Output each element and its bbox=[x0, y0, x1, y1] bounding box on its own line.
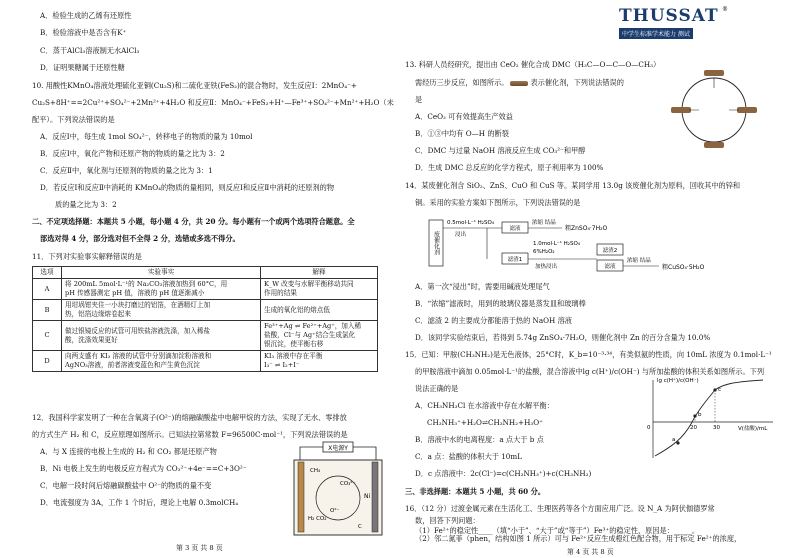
table-cell-option: D bbox=[33, 351, 62, 372]
option-line: C．蒸干AlCl₃溶液制无水AlCl₃ bbox=[40, 46, 140, 55]
table-row bbox=[33, 300, 378, 321]
ni-electrode bbox=[372, 462, 378, 532]
flow-label-filtrate2: 滤液 bbox=[604, 264, 616, 270]
titration-curve bbox=[655, 380, 763, 456]
section-heading: 三、非选择题：本题共 5 小题，共 60 分。 bbox=[405, 487, 546, 496]
logo-title: THUSSAT bbox=[619, 6, 719, 26]
section-heading: 部选对得 4 分，部分选对但不全得 2 分，选错或多选不得分。 bbox=[40, 234, 240, 243]
q14-option: A．第一次“浸出”时，需要用碱液处理尾气 bbox=[415, 282, 550, 291]
power-source-label: X电源Y bbox=[328, 445, 348, 452]
flow-reagent-1: 0.5mol·L⁻¹ H₂SO₄ bbox=[447, 220, 495, 226]
x-axis-label: V(盐酸)/mL bbox=[738, 426, 768, 432]
q16-stem: 16．（12 分）过渡金属元素在生活化工、生理医药等各个方面应用广泛。设 N_A 为阿伏伽德罗常 bbox=[405, 504, 715, 513]
page-number: 第 4 页 共 8 页 bbox=[567, 548, 614, 556]
q10-option: A．反应Ⅰ中，每生成 1mol SO₄²⁻，转移电子的物质的量为 10mol bbox=[40, 132, 253, 141]
q10-option: B．反应Ⅰ中，氧化产物和还原产物的物质的量之比为 3：2 bbox=[40, 149, 225, 158]
q16-stem: 数，回答下列问题： bbox=[415, 516, 480, 525]
option-line: D．证明果糖属于还原性糖 bbox=[40, 63, 125, 72]
flow-product-zinc: 粗ZnSO₄·7H₂O bbox=[565, 225, 608, 232]
table-header: 解释 bbox=[261, 267, 378, 279]
table-cell-fact: 将 200mL 5mol·L⁻¹的 Na₂CO₃溶液加热到 60°C，用 pH 传感器测定 pH 值，溶液的 pH 值逐渐减小 bbox=[62, 279, 261, 300]
q13-option: A．CeO₂ 可有效提高生产效益 bbox=[415, 112, 513, 121]
q15-option: A．CH₃NH₃Cl 在水溶液中存在水解平衡： bbox=[415, 401, 554, 410]
flow-label-residue2: 滤渣2 bbox=[602, 248, 618, 254]
flow-step-concentrate: 浓缩 结晶 bbox=[532, 220, 556, 226]
q15-option: CH₃NH₃⁺+H₂O⇌CH₃NH₂+H₃O⁺ bbox=[427, 418, 543, 427]
catalyst-icon bbox=[671, 107, 691, 113]
catalyst-icon bbox=[704, 142, 724, 148]
table-cell-option: B bbox=[33, 300, 62, 321]
q13-option: D．生成 DMC 总反应的化学方程式，原子利用率为 100% bbox=[415, 163, 604, 172]
q15-option: C．a 点：盐酸的体积大于 10mL bbox=[415, 452, 522, 461]
q12-option: A．与 X 连接的电极上生成的 H₂ 和 CO₂ 都是还原产物 bbox=[40, 447, 217, 456]
flow-product-copper: 粗CuSO₄·5H₂O bbox=[662, 264, 705, 271]
table-cell-option: A bbox=[33, 279, 62, 300]
table-cell-explain: Fe³⁺+Ag ⇌ Fe²⁺+Ag⁺，加入稀 盐酸，Cl⁻与 Ag⁺结合生成氯化 银沉淀，使平衡右移 bbox=[261, 321, 378, 351]
q16-part: （2）邻二氮菲（phen，结构如图 1 所示）可与 Fe²⁺反应生成橙红色配合物，用于标定 Fe²⁺的浓度， bbox=[415, 534, 742, 543]
table-cell-explain: K_W 改变与水解平衡移动共同 作用的结果 bbox=[261, 279, 378, 300]
q14-option: D．该同学实验结束后，若得到 5.74g ZnSO₄·7H₂O，则催化剂中 Zn 的百分含量为 10.0% bbox=[415, 333, 711, 342]
flow-label-residue1: 滤渣1 bbox=[507, 257, 523, 263]
section-heading: 二、不定项选择题：本题共 5 小题，每小题 4 分，共 20 分。每小题有一个或两个选项符合题意。全 bbox=[32, 217, 355, 226]
q15-option: D．c 点溶液中：2c(Cl⁻)=c(CH₃NH₃⁺)+c(CH₃NH₂) bbox=[415, 469, 592, 478]
q15-stem: 说法正确的是 bbox=[415, 384, 459, 393]
q12-stem: 12．我国科学家发明了一种在含氧离子(O²⁻)的熔融碳酸盐中电解甲烷的方法，实现了无水、零排放 bbox=[32, 413, 347, 422]
q13-option: B．①③中均有 O—H 的断裂 bbox=[415, 129, 509, 138]
x-tick-label: 0 bbox=[647, 425, 651, 431]
flow-reagent-2: 1.0mol·L⁻¹ H₂SO₄ bbox=[533, 241, 581, 247]
q13-stem: 需经历三步反应，如图所示。 表示催化剂，下列说法错误的 bbox=[415, 78, 624, 87]
q14-option: B．“浓缩”滤液时，用到的玻璃仪器是蒸发皿和玻璃棒 bbox=[415, 299, 586, 308]
table-header-row bbox=[33, 267, 378, 279]
q14-option: C．滤渣 2 的主要成分都能溶于热的 NaOH 溶液 bbox=[415, 316, 572, 325]
table-cell-fact: 用坩埚钳夹住一小块打磨过的铝箔，在酒精灯上加 热，铝箔边缘熔卷起来 bbox=[62, 300, 261, 321]
q13-option: C．DMC 与过量 NaOH 溶液反应生成 CO₃²⁻和甲醇 bbox=[415, 146, 586, 155]
q12-option: C．电解一段时间后熔融碳酸盐中 O²⁻的物质的量不变 bbox=[40, 481, 212, 490]
point-b-label: b bbox=[698, 412, 702, 418]
q15-stem: 的甲胺溶液中滴加 0.05mol·L⁻¹的盐酸，混合溶液中lg c(H⁺)/c(OH⁻) 与所加盐酸的体积关系如图所示。下列 bbox=[415, 367, 765, 376]
table-cell-explain: KI₃ 溶液中存在平衡 I₃⁻ ⇌ I₂+I⁻ bbox=[261, 351, 378, 372]
q12-option: D．电流强度为 3A，工作 1 个时后，理论上电解 0.3molCH₄ bbox=[40, 498, 239, 507]
table-header: 实验事实 bbox=[62, 267, 261, 279]
table-cell-fact: 向两支盛有 KI₃ 溶液的试管中分别滴加淀粉溶液和 AgNO₃溶液，前者溶液变蓝色和产生黄色沉淀 bbox=[62, 351, 261, 372]
catalytic-cycle-figure bbox=[659, 62, 769, 157]
registered-mark: ® bbox=[722, 6, 728, 13]
right-page bbox=[397, 0, 794, 558]
oxide-ion-label: O²⁻ bbox=[330, 508, 340, 514]
q10-stem: 配平）。下列说法错误的是 bbox=[32, 115, 115, 124]
recovery-flowchart bbox=[427, 214, 767, 274]
table-cell-fact: 做过银镜反应的试管可用铁盐溶液洗涤，加入稀盐 酸，洗涤效果更好 bbox=[62, 321, 261, 351]
point-a bbox=[676, 441, 679, 444]
flow-label-waste: 废催化剂 bbox=[432, 231, 440, 255]
ni-label: Ni bbox=[364, 493, 371, 500]
h2-co2-label: H₂ CO₂ bbox=[308, 516, 327, 522]
electrolysis-diagram bbox=[288, 440, 388, 540]
titration-graph bbox=[633, 372, 783, 462]
carbon-label: C bbox=[358, 524, 362, 530]
q13-stem: 是 bbox=[415, 95, 423, 104]
ch4-label: CH₄ bbox=[310, 468, 321, 474]
flow-step-leach: 浸出 bbox=[455, 232, 467, 238]
option-line: A．检验生成的乙烯有还原性 bbox=[40, 11, 132, 20]
point-c-label: c bbox=[718, 387, 722, 393]
table-row bbox=[33, 321, 378, 351]
flow-reagent-h2o2: 6%H₂O₂ bbox=[533, 249, 555, 255]
q10-option: D．若反应Ⅰ和反应Ⅱ中消耗的 KMnO₄的物质的量相同，则反应Ⅰ和反应Ⅱ中消耗的还原剂的物 bbox=[40, 183, 335, 192]
x-tick-label: 20 bbox=[690, 425, 697, 431]
q15-option: B．溶液中水的电离程度：a 点大于 b 点 bbox=[415, 435, 544, 444]
q11-stem: 11．下列对实验事实解释错误的是 bbox=[32, 252, 142, 261]
q13-stem: 13. 科研人员经研究，提出由 CeO₂ 催化合成 DMC（H₃C—O—C—O—CH₃） bbox=[405, 60, 661, 69]
q14-stem: 14．某废催化剂含 SiO₂、ZnS、CuO 和 CuS 等。某同学用 13.0g 该废催化剂为原料，回收其中的锌和 bbox=[405, 181, 741, 190]
q15-stem: 15．已知：甲胺(CH₃NH₂)是无色液体，25°C时，K_b=10⁻³·³⁴，有类似氨的性质，向 10mL 浓度为 0.1mol·L⁻¹ bbox=[405, 350, 772, 359]
table-row bbox=[33, 279, 378, 300]
q14-stem: 铜。采用的实验方案如下图所示，下列说法错误的是 bbox=[415, 198, 581, 207]
q10-option: C．反应Ⅱ中，氧化剂与还原剂的物质的量之比为 3：1 bbox=[40, 166, 213, 175]
flow-label-filtrate: 滤液 bbox=[509, 226, 521, 232]
table-cell-option: C bbox=[33, 321, 62, 351]
table-row bbox=[33, 351, 378, 372]
flow-step-concentrate2: 浓缩 结晶 bbox=[627, 258, 651, 264]
q12-stem: 的方式生产 H₂ 和 C，反应原理如图所示。已知法拉第常数 F=96500C·mol⁻¹，下列说法错误的是 bbox=[32, 430, 348, 439]
q12-option: B．Ni 电极上发生的电极反应方程式为 CO₃²⁻+4e⁻==C+3O²⁻ bbox=[40, 464, 247, 473]
y-axis-label: lg c(H⁺)/c(OH⁻) bbox=[657, 378, 699, 384]
q10-stem: 10. 用酸性KMnO₄溶液处理硫化亚铜(Cu₂S)和二硫化亚铁(FeS₂)的混合物时，发生反应Ⅰ：2MnO₄⁻+ bbox=[32, 81, 357, 90]
option-line: B．检验溶液中是否含有K⁺ bbox=[40, 28, 127, 37]
x-tick-label: 30 bbox=[713, 425, 720, 431]
flow-step-heat: 加热浸出 bbox=[535, 264, 558, 270]
left-electrode bbox=[298, 462, 304, 532]
carbonate-label: CO₃²⁻ bbox=[340, 481, 356, 487]
table-cell-explain: 生成的氧化铝的熔点低 bbox=[261, 300, 378, 321]
q10-option: 质的量之比为 3：2 bbox=[55, 200, 117, 209]
logo-subtitle: 中学生标准学术能力 测试 bbox=[619, 28, 693, 39]
catalyst-icon bbox=[737, 107, 757, 113]
page-number: 第 3 页 共 8 页 bbox=[176, 544, 223, 552]
q10-stem: Cu₂S+8H⁺==2Cu²⁺+SO₄²⁻+2Mn²⁺+4H₂O 和反应Ⅱ：MnO₄⁻+FeS₂+H⁺—Fe³⁺+SO₄²⁻+Mn²⁺+H₂O（未 bbox=[32, 98, 394, 107]
experiment-table bbox=[32, 266, 378, 372]
q16-part: （1）Fe²⁺的稳定性____（填“小于”、“大于”或“等于”）Fe³⁺的稳定性，原因是：_____。 bbox=[415, 526, 700, 535]
catalyst-icon bbox=[510, 81, 528, 86]
point-a-label: a bbox=[672, 437, 676, 443]
table-header: 选项 bbox=[33, 267, 62, 279]
catalyst-icon bbox=[704, 70, 724, 76]
